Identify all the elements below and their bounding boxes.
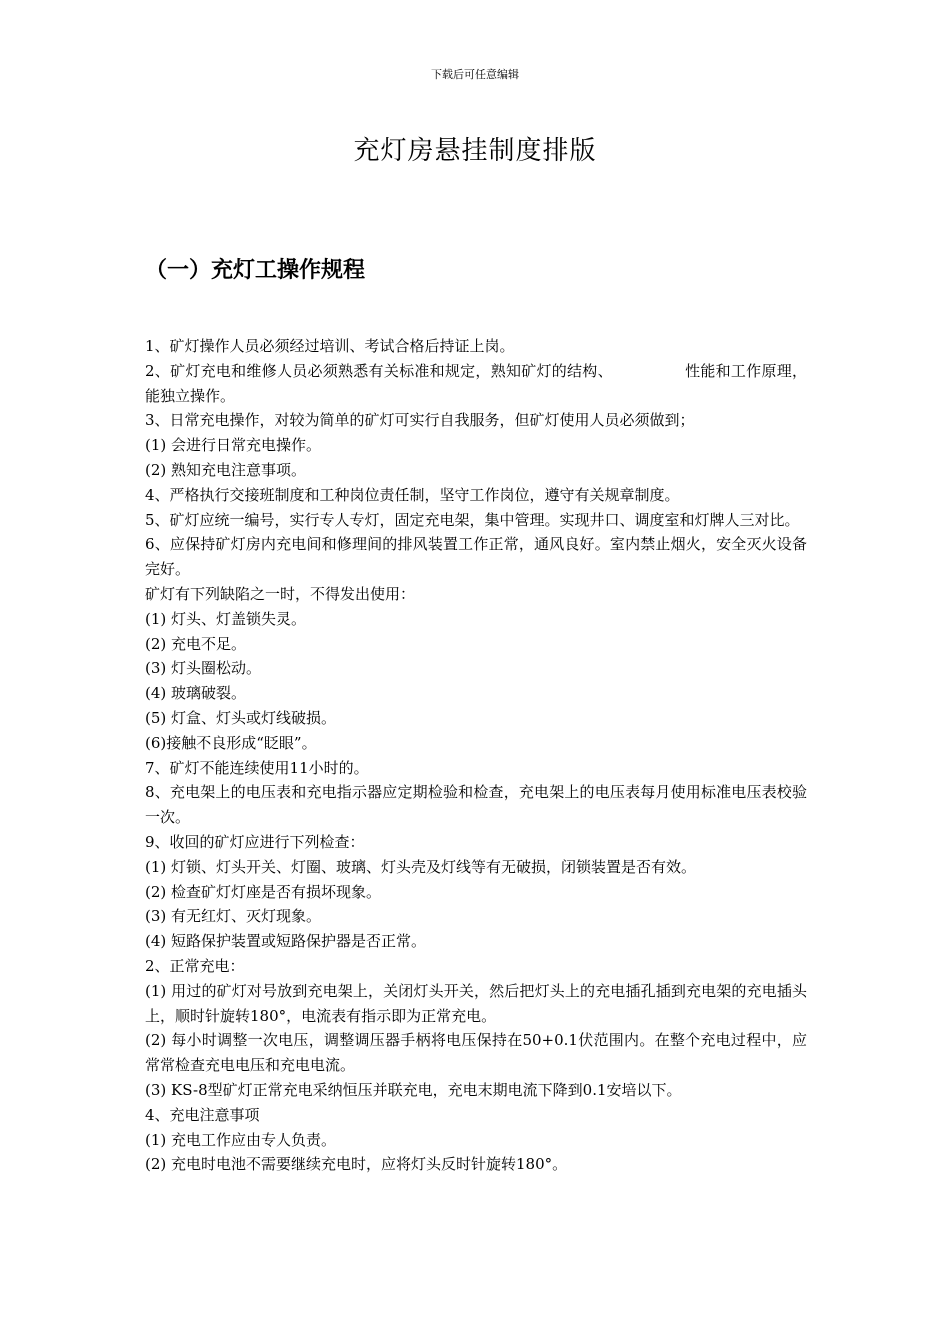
paragraph: 8、充电架上的电压表和充电指示器应定期检验和检查，充电架上的电压表每月使用标准电压表校验一次。 — [145, 783, 807, 827]
paragraph: 1、矿灯操作人员必须经过培训、考试合格后持证上岗。 — [145, 337, 515, 355]
list-item: (3) KS-8型矿灯正常充电采纳恒压并联充电，充电末期电流下降到0.1安培以下。 — [145, 1080, 682, 1099]
list-item: (2) 充电时电池不需要继续充电时，应将灯头反时针旋转180°。 — [145, 1155, 568, 1174]
list-item: (3) 灯头圈松动。 — [145, 659, 262, 678]
paragraph: 5、矿灯应统一编号，实行专人专灯，固定充电架，集中管理。实现井口、调度室和灯牌人三对比。 — [145, 510, 800, 529]
list-item: (1) 用过的矿灯对号放到充电架上，关闭灯头开关，然后把灯头上的充电插孔插到充电架的充电插头上，顺时针旋转180°，电流表有指示即为正常充电。 — [145, 981, 807, 1025]
paragraph: 2、矿灯充电和维修人员必须熟悉有关标准和规定，熟知矿灯的结构、 性能和工作原理，能独立操作。 — [145, 361, 807, 405]
list-item: (4) 玻璃破裂。 — [145, 684, 247, 703]
list-item: (5) 灯盒、灯头或灯线破损。 — [145, 708, 337, 727]
list-item: (1) 充电工作应由专人负责。 — [145, 1130, 337, 1149]
list-item: (2) 检查矿灯灯座是否有损坏现象。 — [145, 882, 382, 901]
list-item: (6)接触不良形成“眨眼”。 — [145, 733, 317, 752]
list-item: (1) 会进行日常充电操作。 — [145, 436, 322, 455]
paragraph: 7、矿灯不能连续使用11小时的。 — [145, 758, 369, 777]
paragraph: 6、应保持矿灯房内充电间和修理间的排风装置工作正常，通风良好。室内禁止烟火，安全灭火设备完好。 — [145, 535, 807, 579]
document-title: 充灯房悬挂制度排版 — [353, 136, 597, 166]
paragraph: 2、正常充电： — [145, 956, 245, 975]
list-item: (2) 充电不足。 — [145, 634, 247, 653]
paragraph: 矿灯有下列缺陷之一时，不得发出使用： — [145, 584, 416, 603]
list-item: (1) 灯锁、灯头开关、灯圈、玻璃、灯头壳及灯线等有无破损，闭锁装置是否有效。 — [145, 857, 697, 876]
list-item: (3) 有无红灯、灭灯现象。 — [145, 907, 322, 926]
list-item: (4) 短路保护装置或短路保护器是否正常。 — [145, 932, 427, 951]
page-header-note: 下载后可任意编辑 — [431, 68, 519, 81]
list-item: (1) 灯头、灯盖锁失灵。 — [145, 609, 307, 628]
paragraph: 4、严格执行交接班制度和工种岗位责任制，坚守工作岗位，遵守有关规章制度。 — [145, 485, 680, 504]
list-item: (2) 每小时调整一次电压，调整调压器手柄将电压保持在50+0.1伏范围内。在整个充电过程中，应常常检查充电电压和充电电流。 — [145, 1031, 807, 1075]
paragraph: 3、日常充电操作，对较为简单的矿灯可实行自我服务，但矿灯使用人员必须做到； — [145, 411, 695, 430]
section-heading: （一）充灯工操作规程 — [145, 258, 366, 283]
list-item: (2) 熟知充电注意事项。 — [145, 460, 307, 479]
paragraph: 9、收回的矿灯应进行下列检查： — [145, 832, 365, 851]
paragraph: 4、充电注意事项 — [145, 1105, 260, 1124]
document-body — [145, 334, 807, 1177]
